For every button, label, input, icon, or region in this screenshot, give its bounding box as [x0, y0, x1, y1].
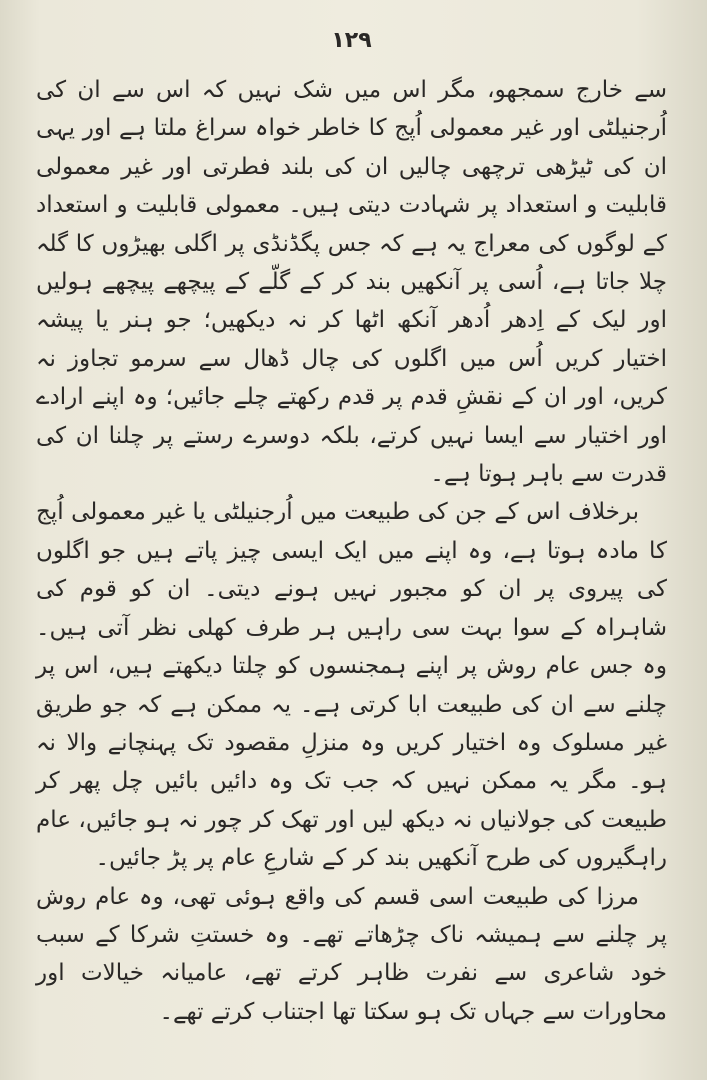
paragraph-2: برخلاف اس کے جن کی طبیعت میں اُرجنیلٹی یا غیر معمولی اُپج کا مادہ ہوتا ہے، وہ اپنے میں ایک ایسی چیز پاتے ہیں جو اگلوں کی پیروی پر ان کو مجبور نہیں ہونے دیتی۔ ان کو قوم کی شاہراہ کے سوا بہت سی راہیں ہر طرف کھلی نظر آتی ہیں۔ وہ جس عام روش پر اپنے ہمجنسوں کو چلتا دیکھتے ہیں، اس پر چلنے سے ان کی طبیعت ابا کرتی ہے۔ یہ ممکن ہے کہ جو طریق غیر مسلوک وہ اختیار کریں وہ منزلِ مقصود تک پہنچانے والا نہ ہو۔ مگر یہ ممکن نہیں کہ جب تک وہ دائیں بائیں چل پھر کر طبیعت کی جولانیاں نہ دیکھ لیں اور تھک کر چور نہ ہو جائیں، عام راہگیروں کی طرح آنکھیں بند کر کے شارعِ عام پر پڑ جائیں۔	[36, 499, 667, 872]
page-number: ۱۲۹	[331, 28, 372, 53]
paragraph-1: سے خارج سمجھو، مگر اس میں شک نہیں کہ اس سے ان کی اُرجنیلٹی اور غیر معمولی اُپج کا خاطر خواہ سراغ ملتا ہے اور یہی ان کی ٹیڑھی ترچھی چالیں ان کی بلند فطرتی اور غیر معمولی قابلیت و استعداد پر شہادت دیتی ہیں۔ معمولی قابلیت و استعداد کے لوگوں کی معراج یہ ہے کہ جس پگڈنڈی پر اگلی بھیڑوں کا گلہ چلا جاتا ہے، اُسی پر آنکھیں بند کر کے گلّے کے پیچھے پیچھے ہولیں اور لیک کے اِدھر اُدھر آنکھ اٹھا کر نہ دیکھیں؛ جو ہنر یا پیشہ اختیار کریں اُس میں اگلوں کی چال ڈھال سے سرمو تجاوز نہ کریں، اور ان کے نقشِ قدم پر قدم رکھتے چلے جائیں؛ وہ اپنے ارادے اور اختیار سے ایسا نہیں کرتے، بلکہ دوسرے رستے پر چلنا ان کی قدرت سے باہر ہوتا ہے۔	[36, 77, 667, 488]
page-body	[36, 71, 667, 1031]
paragraph-3: مرزا کی طبیعت اسی قسم کی واقع ہوئی تھی، وہ عام روش پر چلنے سے ہمیشہ ناک چڑھاتے تھے۔ وہ خستتِ شرکا کے سبب خود شاعری سے نفرت ظاہر کرتے تھے، عامیانہ خیالات اور محاورات سے جہاں تک ہو سکتا تھا اجتناب کرتے تھے۔	[36, 883, 667, 1025]
